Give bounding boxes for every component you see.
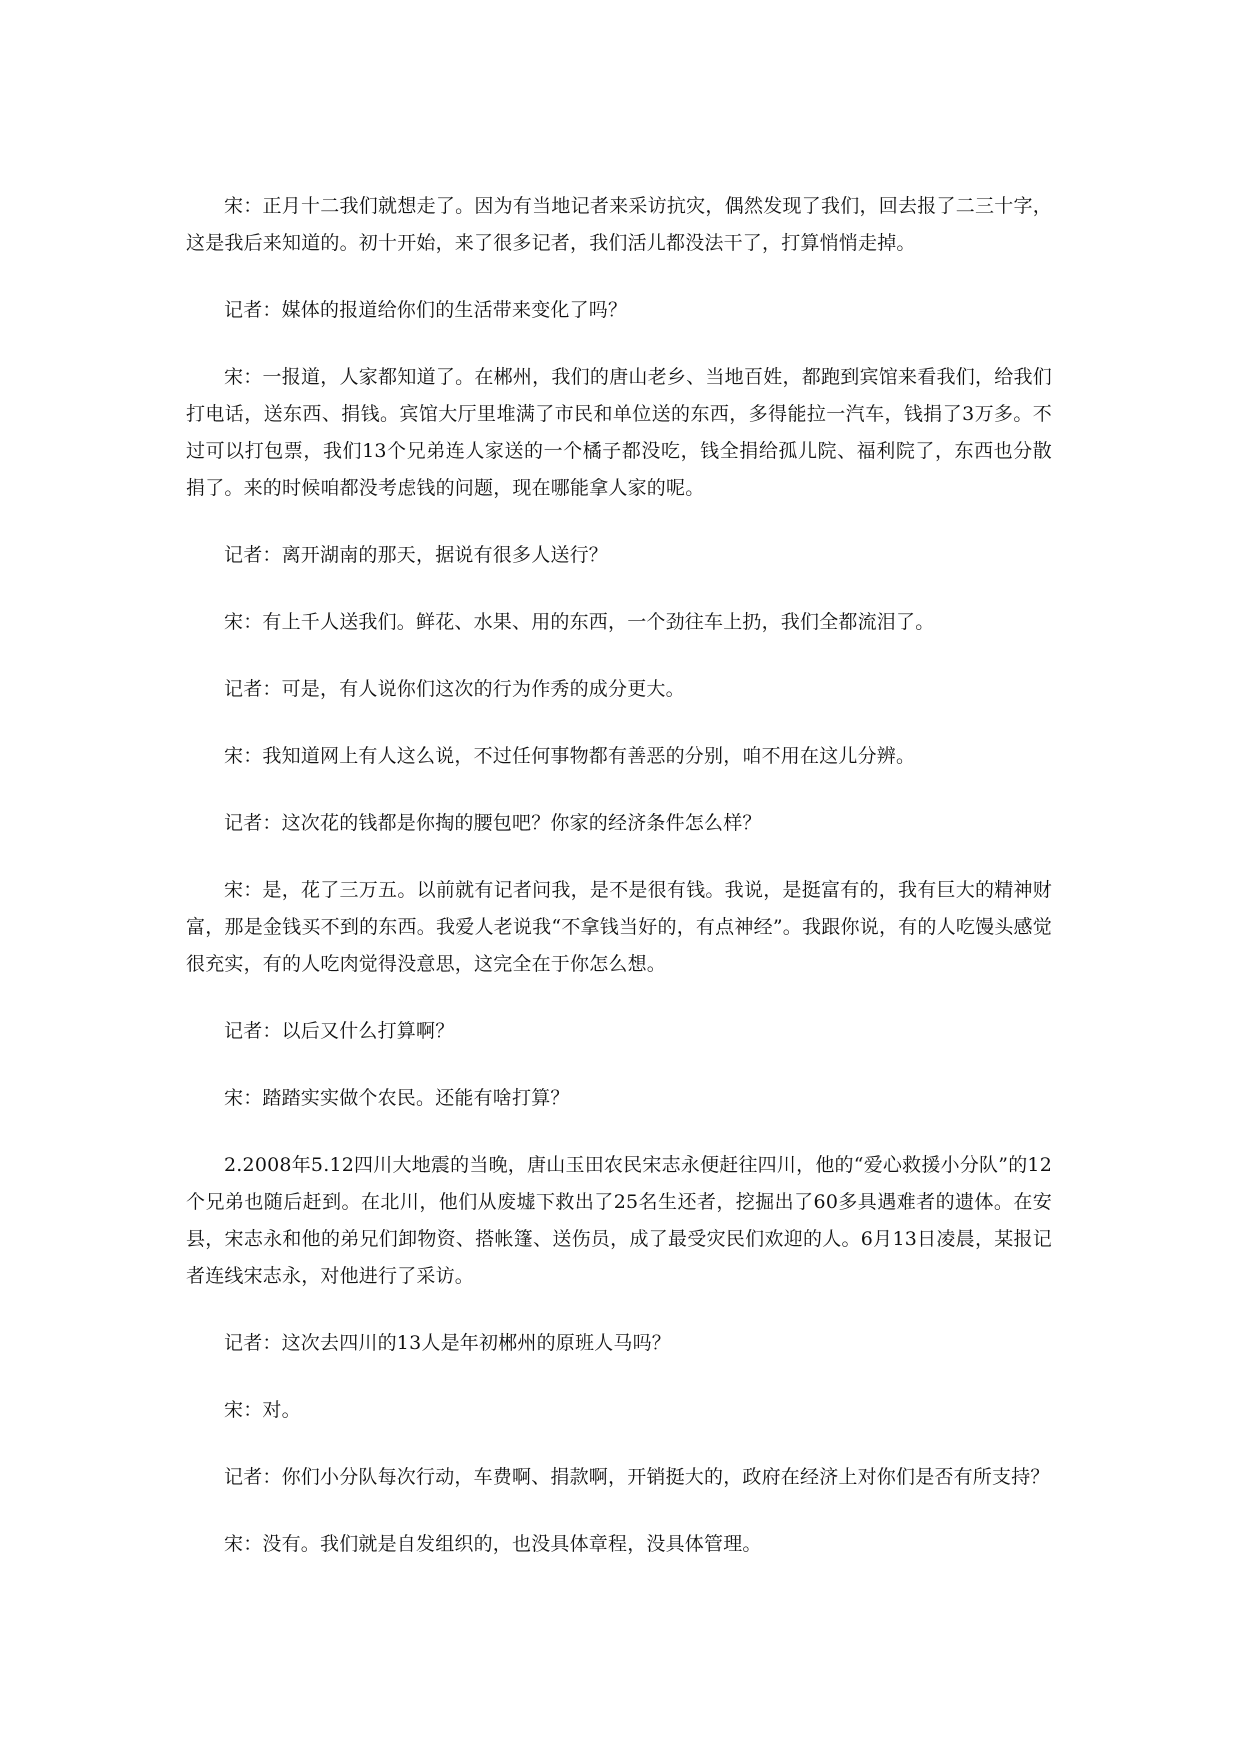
paragraph-song-answer: 宋：踏踏实实做个农民。还能有啥打算？ <box>224 1087 570 1109</box>
paragraph-song-answer: 宋：是，花了三万五。以前就有记者问我，是不是很有钱。我说，是挺富有的，我有巨大的精神财富，那是金钱买不到的东西。我爱人老说我“不拿钱当好的，有点神经”。我跟你说，有的人吃馒头感觉很充实，有的人吃肉觉得没意思，这完全在于你怎么想。 <box>186 879 1052 975</box>
paragraph-reporter-question: 记者：离开湖南的那天，据说有很多人送行？ <box>224 544 609 566</box>
paragraph-reporter-question: 记者：你们小分队每次行动，车费啊、捐款啊，开销挺大的，政府在经济上对你们是否有所支持？ <box>224 1466 1050 1488</box>
paragraph-song-answer: 宋：有上千人送我们。鲜花、水果、用的东西，一个劲往车上扔，我们全都流泪了。 <box>224 611 935 633</box>
paragraph-reporter-question: 记者：这次花的钱都是你掏的腰包吧？你家的经济条件怎么样？ <box>224 812 762 834</box>
document-body <box>186 188 1052 1563</box>
paragraph-song-answer: 宋：没有。我们就是自发组织的，也没具体章程，没具体管理。 <box>224 1533 762 1555</box>
paragraph-song-answer: 宋：正月十二我们就想走了。因为有当地记者来采访抗灾，偶然发现了我们，回去报了二三十字，这是我后来知道的。初十开始，来了很多记者，我们活儿都没法干了，打算悄悄走掉。 <box>186 195 1052 254</box>
paragraph-song-answer: 宋：我知道网上有人这么说，不过任何事物都有善恶的分别，咱不用在这儿分辨。 <box>224 745 916 767</box>
paragraph-reporter-question: 记者：这次去四川的13人是年初郴州的原班人马吗？ <box>224 1332 671 1354</box>
paragraph-reporter-question: 记者：可是，有人说你们这次的行为作秀的成分更大。 <box>224 678 685 700</box>
paragraph-song-answer: 宋：对。 <box>224 1399 301 1421</box>
paragraph-reporter-question: 记者：以后又什么打算啊？ <box>224 1020 455 1042</box>
paragraph-narrative: 2.2008年5.12四川大地震的当晚，唐山玉田农民宋志永便赶往四川，他的“爱心救援小分队”的12个兄弟也随后赶到。在北川，他们从废墟下救出了25名生还者，挖掘出了60多具遇难者的遗体。在安县，宋志永和他的弟兄们卸物资、搭帐篷、送伤员，成了最受灾民们欢迎的人。6月13日凌晨，某报记者连线宋志永，对他进行了采访。 <box>186 1154 1052 1287</box>
paragraph-reporter-question: 记者：媒体的报道给你们的生活带来变化了吗？ <box>224 299 628 321</box>
paragraph-song-answer: 宋：一报道，人家都知道了。在郴州，我们的唐山老乡、当地百姓，都跑到宾馆来看我们，给我们打电话，送东西、捐钱。宾馆大厅里堆满了市民和单位送的东西，多得能拉一汽车，钱捐了3万多。不过可以打包票，我们13个兄弟连人家送的一个橘子都没吃，钱全捐给孤儿院、福利院了，东西也分散捐了。来的时候咱都没考虑钱的问题，现在哪能拿人家的呢。 <box>186 366 1052 499</box>
